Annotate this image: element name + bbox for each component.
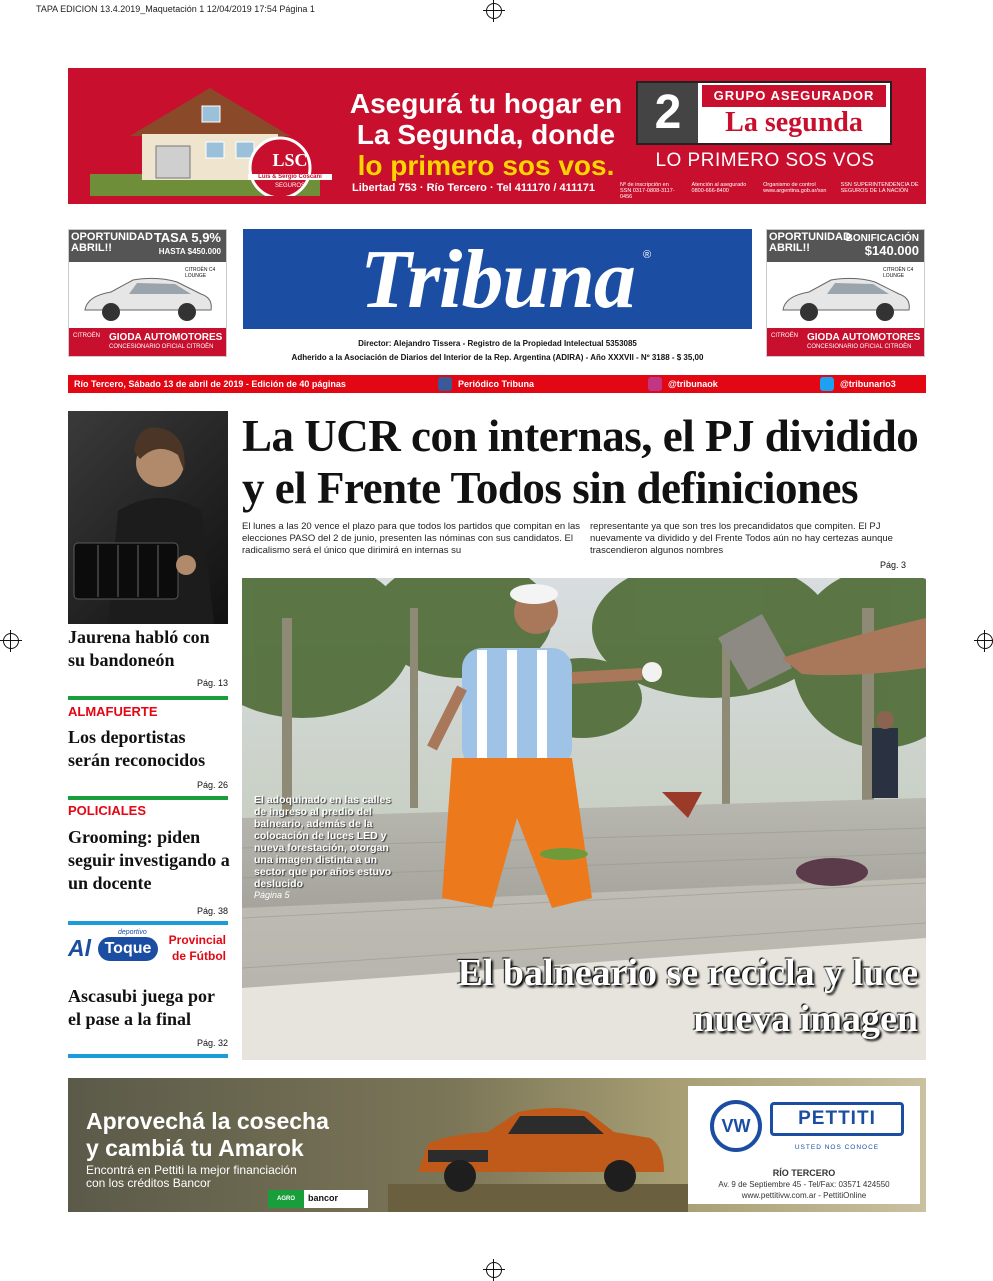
car-illustration xyxy=(775,270,915,326)
car-ad-dealer xyxy=(69,328,226,356)
story-deportistas-title[interactable]: Los deportistas serán reconocidos xyxy=(68,727,206,770)
story-jaurena-page: Pág. 13 xyxy=(196,678,228,688)
story-grooming-title[interactable]: Grooming: piden seguir investigando a un docente xyxy=(68,827,230,893)
bandoneon-player-illustration xyxy=(68,411,228,624)
edition-date: Río Tercero, Sábado 13 de abril de 2019 - Edición de 40 páginas xyxy=(74,379,346,389)
green-rule xyxy=(68,696,228,700)
ad-fine-print xyxy=(620,182,920,200)
pettiti-city: RÍO TERCERO xyxy=(772,1168,836,1178)
ad-headline xyxy=(336,88,636,181)
section-almafuerte: ALMAFUERTE xyxy=(68,704,158,719)
car-ad-offer-main: BONIFICACIÓN xyxy=(845,233,919,244)
bancor-agro-tag: AGRO xyxy=(268,1190,304,1208)
agency-type: SEGUROS xyxy=(274,183,305,189)
story-ascasubi-title[interactable]: Ascasubi juega por el pase a la final xyxy=(68,986,215,1029)
registration-mark-right xyxy=(977,633,993,649)
car-ad-offer-sub: $140.000 xyxy=(864,243,919,258)
registration-mark-left xyxy=(3,633,19,649)
story-deportistas-page: Pág. 26 xyxy=(196,780,228,790)
lead-right: representante ya que son tres los precandidatos que compiten. El PJ nuevamente va dividido y del Frente Todos aún no hay certezas aunque trascendieron algunos nombres xyxy=(590,521,893,556)
bancor-name: bancor xyxy=(308,1193,339,1203)
photo-headline[interactable]: El balneario se recicla y luce nueva imagen xyxy=(457,952,918,1040)
story-jaurena-title[interactable]: Jaurena habló con su bandoneón xyxy=(68,627,210,670)
car-model: CITROËN C4 LOUNGE xyxy=(883,267,914,279)
pettiti-address: Av. 9 de Septiembre 45 - Tel/Fax: 03571 424550 xyxy=(718,1180,890,1189)
brand-name: La segunda xyxy=(725,107,863,138)
ad-headline-line2: La Segunda, donde xyxy=(356,119,616,150)
ad-subtitle-line1: Encontrá en Pettiti la mejor financiación xyxy=(86,1163,297,1177)
main-story-page: Pág. 3 xyxy=(880,560,907,570)
bancor-logo xyxy=(268,1190,368,1208)
fine-print-3: Organismo de control www.argentina.gob.ar/ssn xyxy=(763,182,827,194)
car-ad-tag: OPORTUNIDAD ABRIL!! xyxy=(769,231,851,254)
ad-headline-line2: y cambiá tu Amarok xyxy=(86,1135,304,1161)
ad-headline-line1: Aprovechá la cosecha xyxy=(86,1108,329,1134)
ad-subtitle xyxy=(86,1164,297,1190)
registration-mark-bottom xyxy=(486,1262,502,1278)
print-slug: TAPA EDICION 13.4.2019_Maquetación 1 12/04/2019 17:54 Página 1 xyxy=(36,4,315,14)
section-policiales: POLICIALES xyxy=(68,803,147,818)
car-ad-offer xyxy=(843,232,919,258)
agency-name: Luis & Sergio Coscani xyxy=(248,174,332,180)
masthead xyxy=(243,229,752,329)
green-rule xyxy=(68,796,228,800)
car-ad-offer-main: TASA 5,9% xyxy=(153,230,221,245)
story-ascasubi-page: Pág. 32 xyxy=(196,1038,228,1048)
main-headline[interactable]: La UCR con internas, el PJ dividido y el Frente Todos sin definiciones xyxy=(242,411,919,513)
amarok-truck-illustration xyxy=(388,1088,688,1212)
masthead-director: Director: Alejandro Tissera - Registro de la Propiedad Intelectual 5353085 xyxy=(358,339,637,348)
blue-rule xyxy=(68,1054,228,1058)
instagram-icon xyxy=(648,377,662,391)
car-model: CITROËN C4 LOUNGE xyxy=(185,267,216,279)
citroen-ad-left[interactable] xyxy=(68,229,227,357)
pettiti-logo: PETTITI xyxy=(770,1102,904,1136)
brand-number: 2 xyxy=(638,83,698,143)
brand-top: GRUPO ASEGURADOR xyxy=(702,85,886,107)
ad-address: Libertad 753 · Río Tercero · Tel 411170 / 411171 xyxy=(352,182,595,194)
photo-caption-page: Página 5 xyxy=(254,890,290,900)
ad-headline xyxy=(86,1108,329,1162)
al-toque-logo xyxy=(68,929,160,973)
fine-print-2: Atención al asegurado 0800-666-8400 xyxy=(691,182,747,194)
provincial-futbol-label: Provincial de Fútbol xyxy=(168,933,226,963)
photo-caption: El adoquinado en las calles de ingreso al predio del balneario, además de la colocación de luces LED y nueva forestación, otorgan una imagen distinta a un sector que por años estuvo deslucido xyxy=(254,794,392,890)
car-ad-dealer xyxy=(767,328,924,356)
car-ad-tag: OPORTUNIDAD ABRIL!! xyxy=(71,231,153,254)
citroen-ad-right[interactable] xyxy=(766,229,925,357)
car-illustration xyxy=(77,270,217,326)
facebook-icon xyxy=(438,377,452,391)
car-ad-offer-sub: HASTA $450.000 xyxy=(158,247,221,256)
registration-mark-top xyxy=(486,3,502,19)
pettiti-tagline: USTED NOS CONOCE xyxy=(794,1144,880,1151)
facebook-link[interactable]: Periódico Tribuna xyxy=(458,379,535,389)
brand-slogan: LO PRIMERO SOS VOS xyxy=(655,150,875,171)
ad-headline-line1: Asegurá tu hogar en xyxy=(349,88,623,119)
al-toque-al: Al xyxy=(68,935,91,961)
la-segunda-ad[interactable] xyxy=(68,68,926,204)
dealer-sub: CONCESIONARIO OFICIAL CITROËN xyxy=(807,344,912,350)
pettiti-web[interactable]: www.pettitivw.com.ar - PettitiOnline xyxy=(741,1191,867,1200)
ad-headline-line3: lo primero sos vos. xyxy=(357,150,615,181)
fine-print-1: Nº de inscripción en SSN 0317-0808-3117-0456 xyxy=(620,182,675,200)
masthead-title: Tribuna xyxy=(360,233,635,326)
lead-left: El lunes a las 20 vence el plazo para que todos los partidos que compitan en las elecciones PASO del 2 de junio, presenten las nóminas con sus candidatos. El radicalismo será el único que dirimirá en internas su xyxy=(242,521,580,556)
citroen-logo: CITROËN xyxy=(771,333,798,339)
fine-print-4: SSN SUPERINTENDENCIA DE SEGUROS DE LA NACIÓN xyxy=(840,182,919,194)
al-toque-deportivo: deportivo xyxy=(118,929,147,936)
al-toque-toque: Toque xyxy=(98,937,158,961)
car-ad-offer xyxy=(145,232,221,258)
story-grooming-page: Pág. 38 xyxy=(196,906,228,916)
dealer-name: GIODA AUTOMOTORES xyxy=(109,332,223,343)
pettiti-amarok-ad[interactable] xyxy=(68,1078,926,1212)
lsc-logo: LSC xyxy=(272,150,308,170)
dealer-sub: CONCESIONARIO OFICIAL CITROËN xyxy=(109,344,214,350)
ad-subtitle-line2: con los créditos Bancor xyxy=(86,1176,211,1190)
citroen-logo: CITROËN xyxy=(73,333,100,339)
vw-logo-icon: VW xyxy=(710,1100,762,1152)
dealer-name: GIODA AUTOMOTORES xyxy=(807,332,921,343)
twitter-link[interactable]: @tribunario3 xyxy=(840,379,896,389)
pettiti-dealer-box xyxy=(688,1086,920,1204)
jaurena-photo[interactable] xyxy=(68,411,228,624)
date-bar xyxy=(68,375,926,393)
instagram-link[interactable]: @tribunaok xyxy=(668,379,718,389)
blue-rule xyxy=(68,921,228,925)
registered-mark: ® xyxy=(643,249,652,261)
la-segunda-logo xyxy=(636,81,892,145)
masthead-adira: Adherido a la Asociación de Diarios del Interior de la Rep. Argentina (ADIRA) - Año XXXVII - Nº 3188 - $ 35,00 xyxy=(291,353,704,362)
twitter-icon xyxy=(820,377,834,391)
